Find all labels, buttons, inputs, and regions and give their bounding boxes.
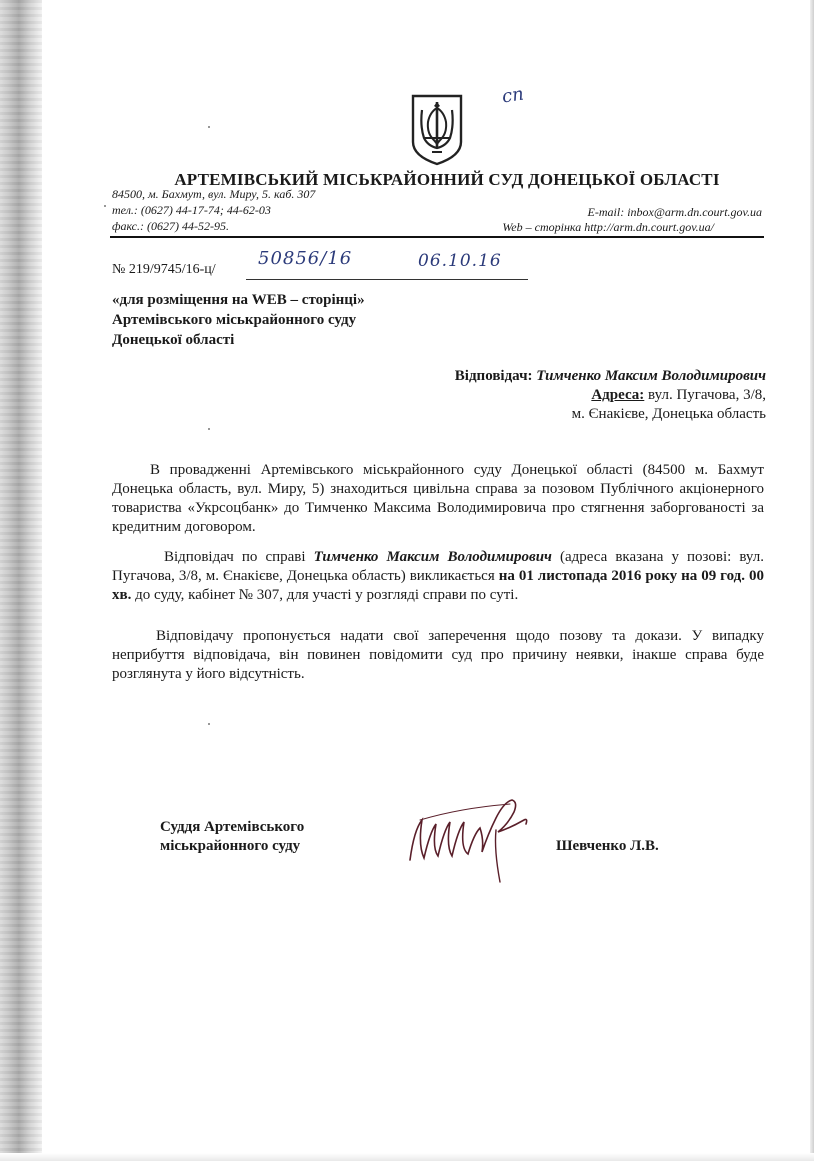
handwritten-registration-number: 50856/16: [258, 248, 353, 269]
scan-speck: [208, 428, 210, 430]
respondent-block: [455, 367, 766, 424]
outgoing-number: № 219/9745/16-ц/: [112, 262, 216, 277]
scan-edge-shadow: [0, 0, 42, 1161]
judge-position-line: міськрайонного суду: [160, 838, 301, 854]
addressee-line: «для розміщення на WEB – сторінці»: [112, 292, 365, 308]
paragraph-text: (адреса вказана у позові: вул. Пугачова, 3/8, м. Єнакієве, Донецька область) викликається: [112, 549, 765, 584]
header-divider: [110, 236, 764, 238]
addressee-line: Артемівського міськрайонного суду: [112, 312, 357, 328]
addressee-block: [112, 290, 365, 350]
respondent-address-label: Адреса:: [591, 387, 645, 403]
respondent-name: Тимченко Максим Володимирович: [536, 368, 766, 384]
scan-edge-bottom: [0, 1153, 814, 1161]
judge-position: [160, 818, 304, 856]
respondent-label: Відповідач:: [454, 368, 533, 384]
court-email: E-mail: inbox@arm.dn.court.gov.ua: [587, 205, 762, 219]
paragraph-text: до суду, кабінет № 307, для участі у розгляді справи по суті.: [131, 587, 519, 603]
court-website: Web – сторінка http://arm.dn.court.gov.ua/: [502, 220, 714, 234]
respondent-address-line: вул. Пугачова, 3/8,: [648, 387, 766, 403]
respondent-name-inline: Тимченко Максим Володимирович: [313, 549, 552, 565]
hearing-datetime: на 01 листопада 2016 року на 09 год. 00 хв.: [112, 568, 764, 603]
respondent-address-line: м. Єнакієве, Донецька область: [571, 406, 766, 422]
scan-speck: [104, 205, 106, 207]
addressee-line: Донецької області: [112, 332, 235, 348]
scan-speck: [208, 723, 210, 725]
court-fax: факс.: (0627) 44-52-95.: [112, 219, 229, 233]
court-phone: тел.: (0627) 44-17-74; 44-62-03: [112, 203, 271, 217]
court-name: АРТЕМІВСЬКИЙ МІСЬКРАЙОННИЙ СУД ДОНЕЦЬКОЇ ОБЛАСТІ: [174, 170, 720, 189]
body-paragraph: Відповідачу пропонується надати свої заперечення щодо позову та докази. У випадку неприбуття відповідача, він повинен повідомити суд про причину неявки, інакше справа буде розглянута у його відсутність.: [112, 628, 764, 682]
outgoing-number-underline: [246, 279, 528, 280]
handwritten-date: 06.10.16: [418, 251, 502, 271]
judge-position-line: Суддя Артемівського: [160, 819, 305, 835]
court-address: 84500, м. Бахмут, вул. Миру, 5. каб. 307: [112, 187, 316, 201]
handwritten-mark: сп: [500, 83, 526, 108]
handwritten-signature: [400, 790, 560, 890]
body-paragraph: [112, 548, 764, 605]
body-paragraph: В провадженні Артемівського міськрайонного суду Донецької області (84500 м. Бахмут Донецька область, вул. Миру, 5) знаходиться цивільна справа за позовом Публічного акціонерного товариства «Укрсоцбанк» до Тимченко Максима Володимировича про стягнення заборгованості за кредитним договором.: [112, 462, 764, 535]
scan-speck: [208, 126, 210, 128]
coat-of-arms-icon: [410, 94, 464, 166]
paragraph-text: Відповідач по справі: [164, 549, 314, 565]
judge-name: Шевченко Л.В.: [556, 838, 659, 854]
